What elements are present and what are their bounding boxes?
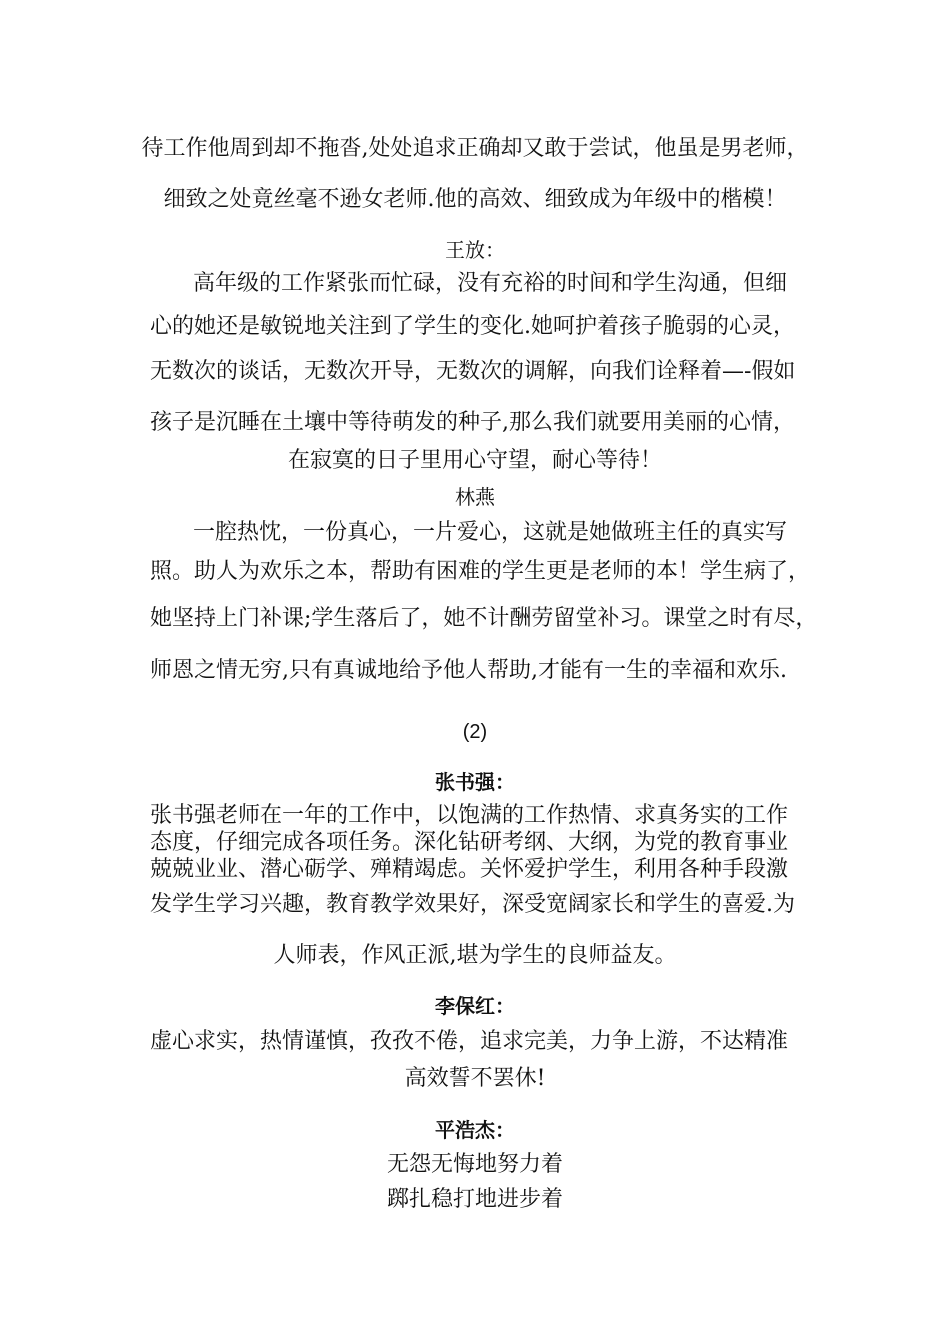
text-line: 无数次的谈话，无数次开导，无数次的调解，向我们诠释着—-假如 (150, 359, 796, 384)
text-line: 心的她还是敏锐地关注到了学生的变化.她呵护着孩子脆弱的心灵， (150, 314, 795, 339)
text-line: 她坚持上门补课;学生落后了，她不计酬劳留堂补习。课堂之时有尽， (150, 606, 818, 631)
person-name-ping: 平浩杰： (435, 1118, 515, 1142)
text-line: 师恩之情无穷,只有真诚地给予他人帮助,才能有一生的幸福和欢乐. (150, 658, 787, 683)
text-line: 照。助人为欢乐之本，帮助有困难的学生更是老师的本！学生病了， (150, 559, 811, 584)
person-name-li: 李保红： (435, 994, 515, 1018)
text-line: 高效誓不罢休! (404, 1066, 546, 1091)
text-line: 在寂寞的日子里用心守望，耐心等待！ (287, 448, 662, 473)
text-line: 孩子是沉睡在土壤中等待萌发的种子,那么我们就要用美丽的心情， (150, 410, 795, 435)
text-line: 待工作他周到却不拖沓,处处追求正确却又敢于尝试，他虽是男老师， (141, 136, 809, 161)
text-line: 细致之处竟丝毫不逊女老师.他的高效、细致成为年级中的楷模！ (163, 187, 787, 212)
text-line: 无怨无悔地努力着 (386, 1152, 563, 1177)
text-line: 高年级的工作紧张而忙碌，没有充裕的时间和学生沟通，但细 (193, 271, 788, 296)
text-line: 虚心求实，热情谨慎，孜孜不倦，追求完美，力争上游，不达精准 (150, 1029, 789, 1054)
text-line: 张书强老师在一年的工作中，以饱满的工作热情、求真务实的工作 (150, 803, 789, 828)
text-line: 一腔热忱，一份真心，一片爱心，这就是她做班主任的真实写 (193, 520, 788, 545)
person-name-zhang: 张书强： (435, 770, 515, 794)
person-name-wangfang: 王放： (445, 238, 505, 262)
text-line: 人师表，作风正派,堪为学生的良师益友。 (273, 943, 677, 968)
text-line: 兢兢业业、潜心砺学、殚精竭虑。关怀爱护学生，利用各种手段激 (150, 857, 789, 882)
person-name-linyan: 林燕 (455, 485, 495, 509)
section-number: (2) (462, 721, 488, 743)
text-line: 态度，仔细完成各项任务。深化钻研考纲、大纲，为党的教育事业 (150, 830, 789, 855)
text-line: 发学生学习兴趣，教育教学效果好，深受宽阔家长和学生的喜爱.为 (150, 892, 795, 917)
text-line: 踯扎稳打地进步着 (386, 1187, 563, 1212)
